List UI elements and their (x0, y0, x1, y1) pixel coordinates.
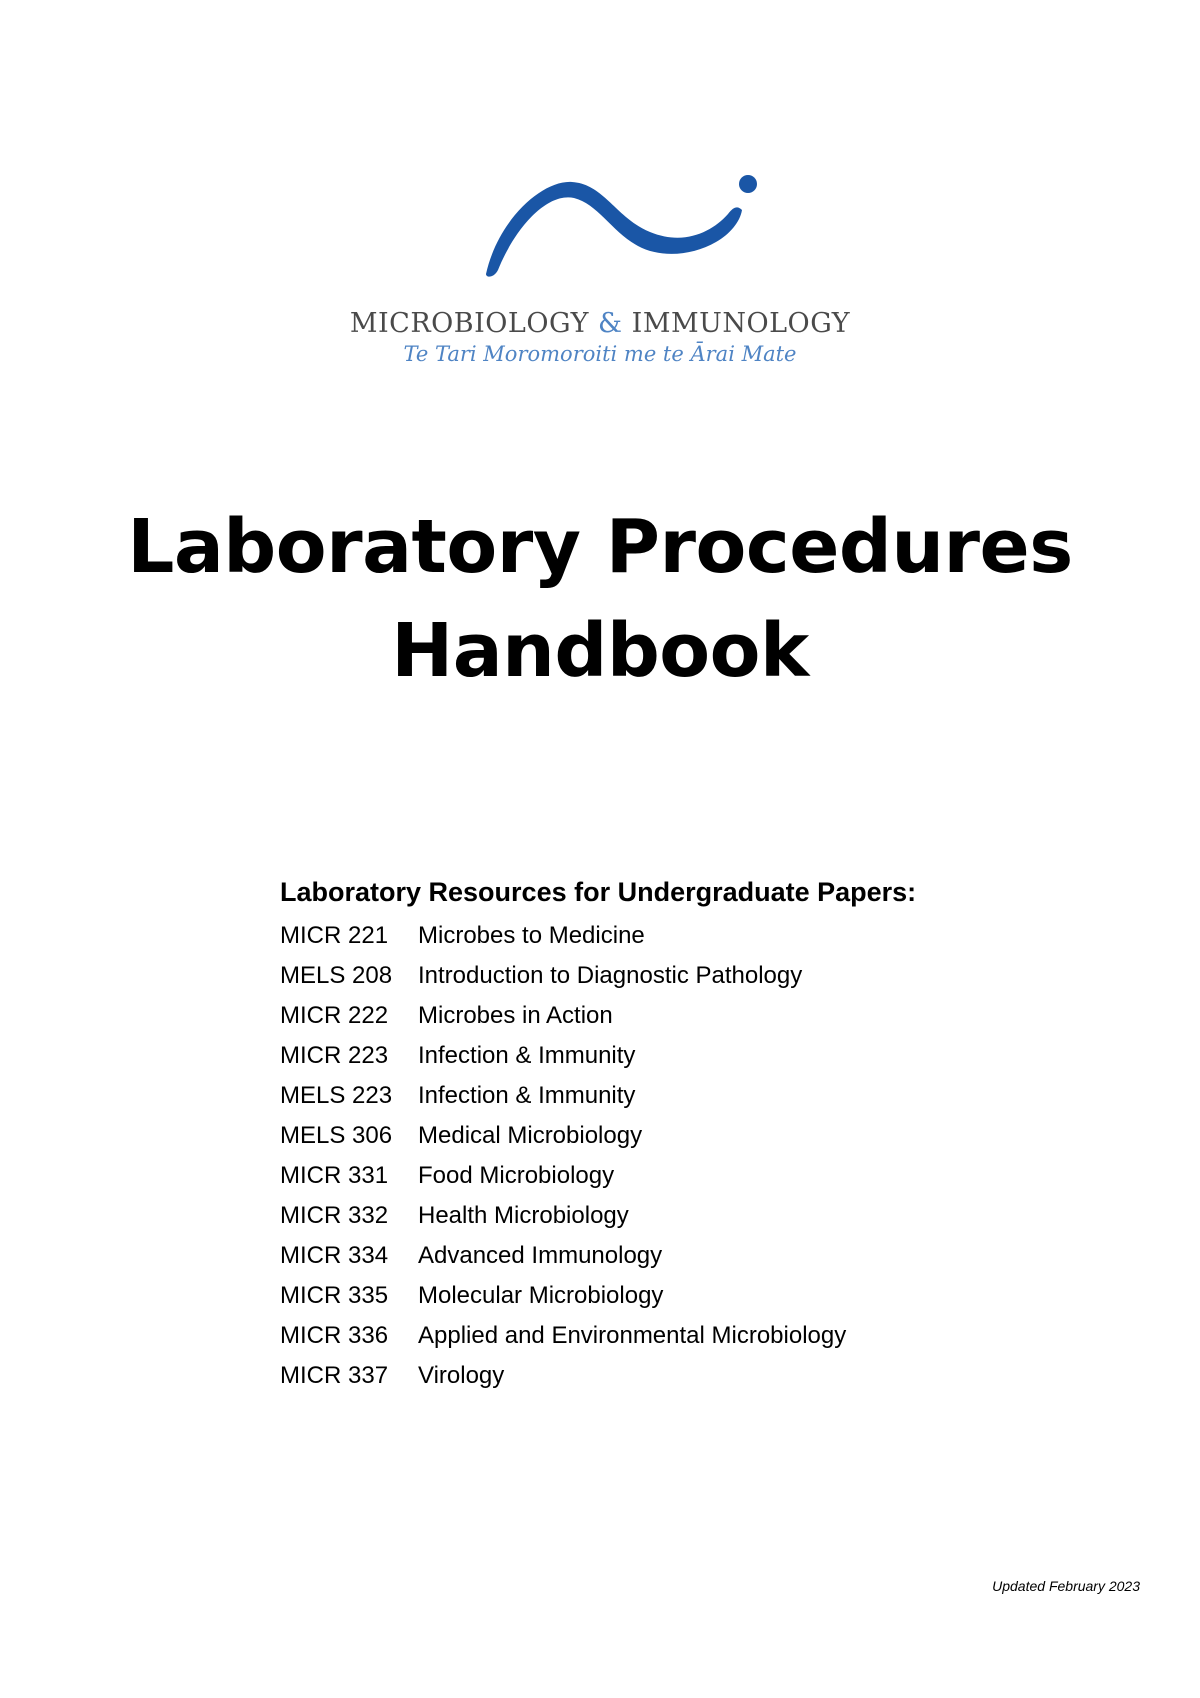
dot-mark (739, 175, 757, 193)
paper-name: Applied and Environmental Microbiology (418, 1322, 847, 1349)
paper-code: MICR 221 (280, 922, 389, 949)
paper-name: Infection & Immunity (418, 1042, 636, 1069)
department-tagline: Te Tari Moromoroiti me te Ārai Mate (403, 342, 797, 366)
title-line-2: Handbook (391, 608, 809, 694)
paper-item (280, 1236, 1040, 1276)
paper-list (280, 916, 1040, 1396)
paper-code: MICR 335 (280, 1282, 389, 1309)
paper-code: MICR 336 (280, 1322, 389, 1349)
paper-item (280, 1316, 1040, 1356)
paper-name: Medical Microbiology (418, 1122, 643, 1149)
paper-item (280, 1356, 1040, 1396)
paper-code: MICR 331 (280, 1162, 389, 1189)
ampersand: & (598, 308, 623, 339)
department-name-part2: IMMUNOLOGY (631, 308, 851, 339)
paper-name: Virology (418, 1362, 505, 1389)
title-line-1: Laboratory Procedures (127, 504, 1073, 590)
paper-name: Microbes in Action (418, 1002, 613, 1029)
paper-item (280, 1196, 1040, 1236)
resources-section (280, 872, 1040, 1396)
wave-logo-icon (480, 170, 790, 295)
paper-item (280, 1116, 1040, 1156)
paper-name: Advanced Immunology (418, 1242, 663, 1269)
paper-item (280, 1276, 1040, 1316)
paper-code: MELS 306 (280, 1122, 393, 1149)
paper-item (280, 956, 1040, 996)
resources-heading: Laboratory Resources for Undergraduate Papers: (280, 877, 917, 907)
wave-mark (486, 182, 742, 277)
paper-name: Food Microbiology (418, 1162, 615, 1189)
paper-code: MELS 223 (280, 1082, 393, 1109)
paper-code: MICR 332 (280, 1202, 389, 1229)
page-title (0, 495, 1200, 703)
department-logo (0, 170, 1200, 380)
paper-code: MICR 334 (280, 1242, 389, 1269)
updated-date: Updated February 2023 (992, 1578, 1140, 1594)
paper-item (280, 1156, 1040, 1196)
paper-code: MELS 208 (280, 962, 393, 989)
paper-item (280, 1036, 1040, 1076)
paper-item (280, 916, 1040, 956)
paper-name: Introduction to Diagnostic Pathology (418, 962, 803, 989)
department-name-part1: MICROBIOLOGY (349, 308, 589, 339)
paper-item (280, 996, 1040, 1036)
department-name (0, 308, 1200, 339)
paper-name: Microbes to Medicine (418, 922, 645, 949)
paper-name: Health Microbiology (418, 1202, 629, 1229)
paper-code: MICR 223 (280, 1042, 389, 1069)
paper-name: Molecular Microbiology (418, 1282, 664, 1309)
paper-name: Infection & Immunity (418, 1082, 636, 1109)
paper-code: MICR 337 (280, 1362, 389, 1389)
paper-code: MICR 222 (280, 1002, 389, 1029)
paper-item (280, 1076, 1040, 1116)
